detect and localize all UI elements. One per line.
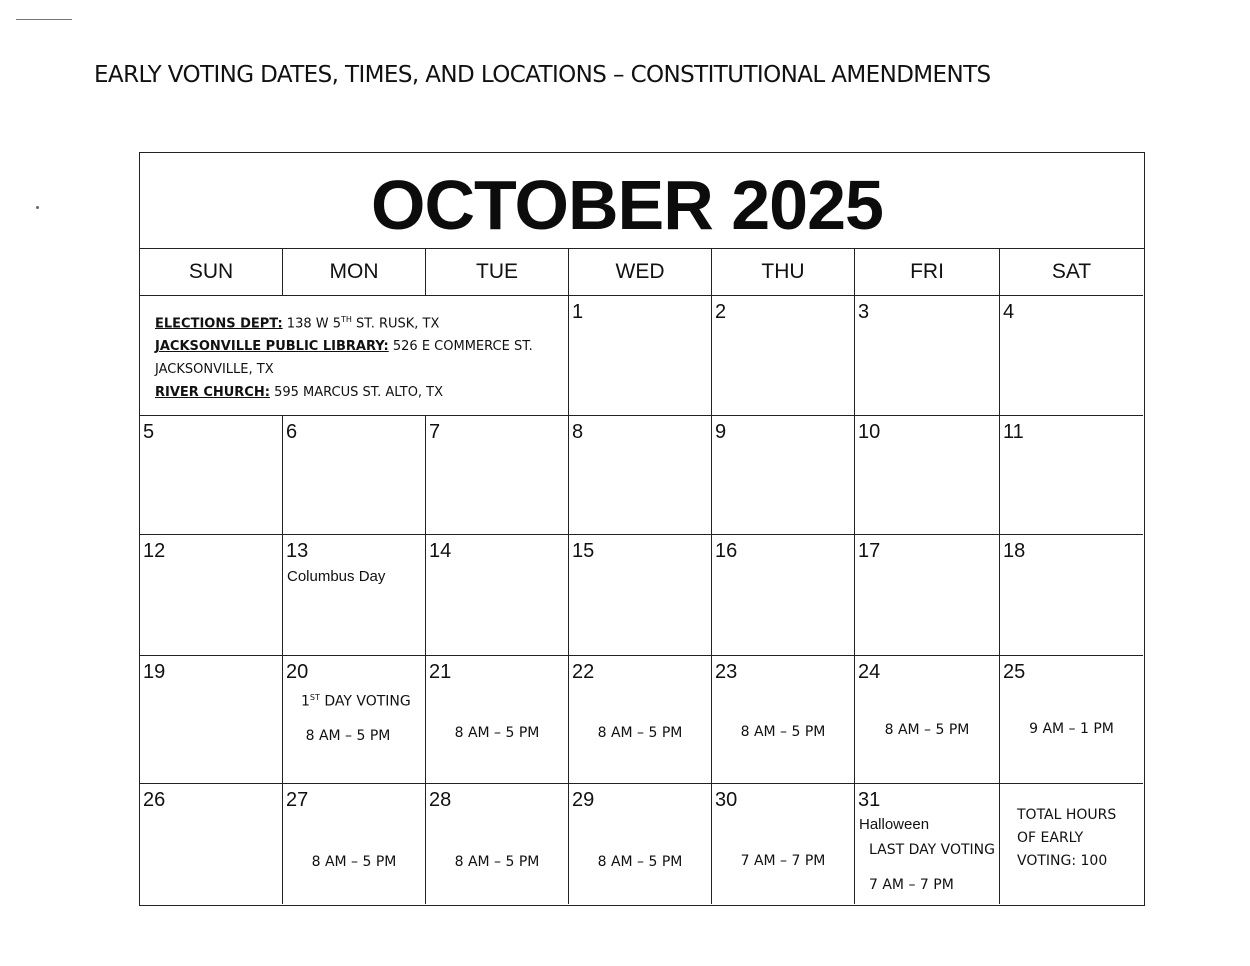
voting-hours: 7 AM – 7 PM (740, 853, 826, 869)
day-cell-26 (140, 784, 283, 904)
day-cell-12 (140, 535, 283, 656)
location-river-church (155, 381, 533, 404)
voting-hours: 7 AM – 7 PM (869, 877, 954, 893)
date-number: 3 (858, 301, 870, 323)
voting-hours: 9 AM – 1 PM (1029, 721, 1114, 737)
dow-thu: THU (712, 249, 855, 296)
calendar-grid (140, 249, 1144, 904)
date-number: 24 (858, 661, 881, 683)
date-number: 13 (286, 540, 309, 562)
scan-artifact-line (16, 19, 72, 20)
total-hours-line2: OF EARLY (1017, 830, 1084, 846)
date-number: 15 (572, 540, 595, 562)
date-number: 8 (572, 421, 584, 443)
date-number: 28 (429, 789, 452, 811)
day-cell-31 (855, 784, 1000, 904)
location-elections-dept (155, 308, 533, 335)
dow-mon: MON (283, 249, 426, 296)
day-cell-17 (855, 535, 1000, 656)
day-cell-30 (712, 784, 855, 904)
holiday-columbus-day: Columbus Day (287, 568, 386, 585)
day-cell-15 (569, 535, 712, 656)
date-number: 1 (572, 301, 584, 323)
locations-list (155, 308, 533, 404)
date-number: 7 (429, 421, 441, 443)
date-number: 17 (858, 540, 881, 562)
date-number: 18 (1003, 540, 1026, 562)
total-hours-text (1017, 804, 1116, 873)
total-hours-cell (1000, 784, 1143, 904)
holiday-halloween: Halloween (859, 816, 930, 833)
voting-hours: 8 AM – 5 PM (311, 854, 397, 870)
date-number: 11 (1003, 421, 1024, 443)
date-number: 21 (429, 661, 452, 683)
date-number: 25 (1003, 661, 1026, 683)
day-cell-10 (855, 416, 1000, 535)
location-address-sup: TH (341, 315, 352, 324)
location-jacksonville-library (155, 335, 533, 358)
date-number: 22 (572, 661, 595, 683)
month-banner (140, 153, 1144, 249)
dow-sat: SAT (1000, 249, 1143, 296)
date-number: 10 (858, 421, 881, 443)
day-cell-21 (426, 656, 569, 784)
dow-tue: TUE (426, 249, 569, 296)
location-name: RIVER CHURCH: (155, 385, 270, 401)
date-number: 14 (429, 540, 452, 562)
day-cell-27 (283, 784, 426, 904)
location-address: 526 E COMMERCE ST. (388, 339, 533, 355)
date-number: 4 (1003, 301, 1015, 323)
day-cell-14 (426, 535, 569, 656)
page-title: EARLY VOTING DATES, TIMES, AND LOCATIONS – CONSTITUTIONAL AMENDMENTS (94, 62, 991, 88)
voting-hours: 8 AM – 5 PM (597, 854, 683, 870)
dow-fri: FRI (855, 249, 1000, 296)
scan-artifact-dot (36, 206, 39, 209)
voting-hours: 8 AM – 5 PM (597, 725, 683, 741)
date-number: 26 (143, 789, 166, 811)
total-hours-line3: VOTING: 100 (1017, 853, 1108, 869)
voting-hours: 8 AM – 5 PM (454, 725, 540, 741)
first-day-text: DAY VOTING (319, 693, 411, 710)
date-number: 19 (143, 661, 166, 683)
last-day-voting-label: LAST DAY VOTING (869, 842, 995, 858)
voting-hours: 8 AM – 5 PM (305, 728, 391, 744)
location-name: JACKSONVILLE PUBLIC LIBRARY: (155, 339, 389, 355)
day-cell-8 (569, 416, 712, 535)
day-cell-11 (1000, 416, 1143, 535)
date-number: 27 (286, 789, 309, 811)
first-day-voting-label (301, 693, 411, 710)
date-number: 12 (143, 540, 166, 562)
first-day-suffix: ST (309, 693, 320, 702)
voting-hours: 8 AM – 5 PM (740, 724, 826, 740)
day-cell-25 (1000, 656, 1143, 784)
day-cell-4 (1000, 296, 1143, 416)
day-cell-29 (569, 784, 712, 904)
day-cell-19 (140, 656, 283, 784)
day-cell-1 (569, 296, 712, 416)
voting-hours: 8 AM – 5 PM (884, 722, 970, 738)
dow-wed: WED (569, 249, 712, 296)
date-number: 6 (286, 421, 298, 443)
date-number: 29 (572, 789, 595, 811)
date-number: 23 (715, 661, 738, 683)
voting-hours: 8 AM – 5 PM (454, 854, 540, 870)
day-cell-5 (140, 416, 283, 535)
day-cell-16 (712, 535, 855, 656)
day-cell-13 (283, 535, 426, 656)
date-number: 30 (715, 789, 738, 811)
date-number: 5 (143, 421, 155, 443)
day-cell-2 (712, 296, 855, 416)
location-address-rest: ST. RUSK, TX (351, 316, 440, 332)
day-cell-9 (712, 416, 855, 535)
location-name: ELECTIONS DEPT: (155, 316, 283, 332)
day-cell-23 (712, 656, 855, 784)
date-number: 2 (715, 301, 727, 323)
day-cell-28 (426, 784, 569, 904)
date-number: 20 (286, 661, 309, 683)
dow-sun: SUN (140, 249, 283, 296)
date-number: 31 (858, 789, 881, 811)
date-number: 16 (715, 540, 738, 562)
day-cell-24 (855, 656, 1000, 784)
location-address: 138 W 5 (282, 316, 342, 332)
day-cell-18 (1000, 535, 1143, 656)
date-number: 9 (715, 421, 727, 443)
locations-cell (140, 296, 569, 416)
location-address: 595 MARCUS ST. ALTO, TX (269, 385, 444, 401)
day-cell-3 (855, 296, 1000, 416)
calendar (139, 152, 1145, 906)
first-day-number: 1 (301, 693, 310, 710)
total-hours-line1: TOTAL HOURS (1017, 807, 1117, 823)
location-address-line2: JACKSONVILLE, TX (155, 362, 274, 378)
day-cell-20 (283, 656, 426, 784)
month-title: OCTOBER 2025 (371, 166, 883, 244)
day-cell-7 (426, 416, 569, 535)
day-cell-22 (569, 656, 712, 784)
day-cell-6 (283, 416, 426, 535)
